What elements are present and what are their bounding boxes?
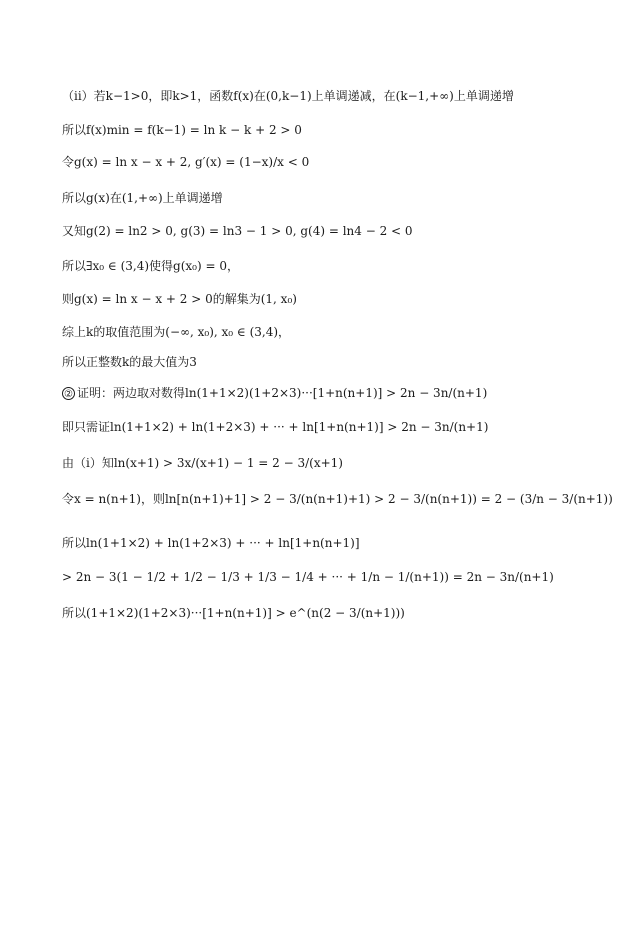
exists-x0-line: 所以∃x₀ ∈ (3,4)使得g(x₀) = 0，: [62, 259, 239, 273]
case-ii-line: （ii）若k−1>0，即k>1，函数f(x)在(0,k−1)上单调递减，在(k−1,+∞)上单调递增: [62, 89, 514, 103]
sum-logs-line: 所以ln(1+1×2) + ln(1+2×3) + ··· + ln[1+n(n+1)]: [62, 536, 360, 550]
conclusion-line: 所以(1+1×2)(1+2×3)···[1+n(n+1)] > e^(n(2 − 3/(n+1))): [62, 606, 405, 620]
need-prove-line: 即只需证ln(1+1×2) + ln(1+2×3) + ··· + ln[1+n(n+1)] > 2n − 3n/(n+1): [62, 420, 489, 434]
g-monotonic-line: 所以g(x)在(1,+∞)上单调递增: [62, 191, 223, 205]
telescoping-line: > 2n − 3(1 − 1/2 + 1/2 − 1/3 + 1/3 − 1/4 + ··· + 1/n − 1/(n+1)) = 2n − 3n/(n+1): [62, 570, 554, 584]
proof-start-line: ② 证明：两边取对数得ln(1+1×2)(1+2×3)···[1+n(n+1)] > 2n − 3n/(n+1): [62, 386, 487, 400]
define-g-line: 令g(x) = ln x − x + 2, g′(x) = (1−x)/x < 0: [62, 155, 310, 169]
substitution-line: 令x = n(n+1)，则ln[n(n+1)+1] > 2 − 3/(n(n+1)+1) > 2 − 3/(n(n+1)) = 2 − (3/n − 3/(n+1)): [62, 492, 613, 506]
from-i-line: 由（i）知ln(x+1) > 3x/(x+1) − 1 = 2 − 3/(x+1): [62, 456, 343, 470]
min-value-line: 所以f(x)min = f(k−1) = ln k − k + 2 > 0: [62, 123, 302, 137]
g-values-line: 又知g(2) = ln2 > 0, g(3) = ln3 − 1 > 0, g(4) = ln4 − 2 < 0: [62, 224, 413, 238]
max-k-line: 所以正整数k的最大值为3: [62, 355, 197, 369]
k-range-line: 综上k的取值范围为(−∞, x₀), x₀ ∈ (3,4)，: [62, 325, 291, 339]
solution-set-line: 则g(x) = ln x − x + 2 > 0的解集为(1, x₀): [62, 292, 297, 306]
circle-number-mark: ②: [62, 387, 75, 400]
